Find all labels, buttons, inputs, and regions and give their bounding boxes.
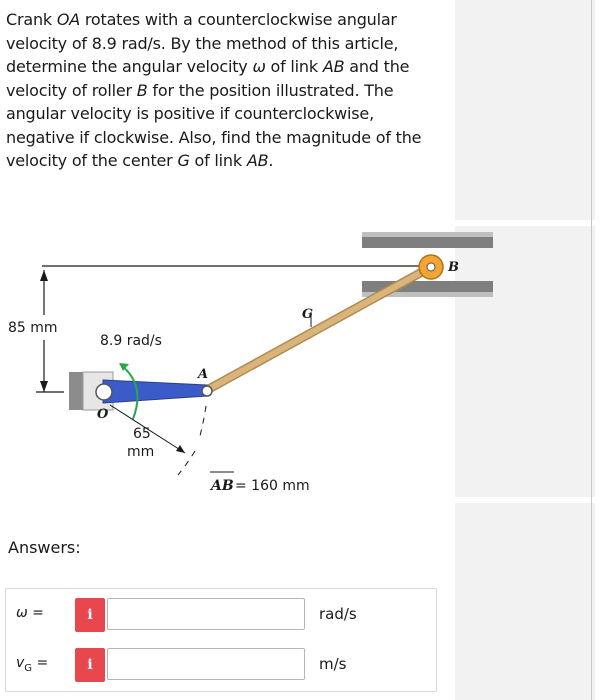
label-b: B [448, 260, 459, 275]
mechanism-figure [0, 215, 520, 505]
problem-symbol: ω [252, 57, 266, 76]
info-icon: i [87, 607, 93, 623]
height-dim-label: 85 mm [8, 320, 58, 336]
ab-length-label [209, 472, 310, 494]
problem-statement [6, 8, 446, 173]
answer-row-omega [6, 595, 436, 635]
answer-symbol: ω = [16, 605, 44, 621]
unit-label: m/s [319, 655, 347, 673]
ab-value: = 160 mm [235, 478, 310, 494]
ab-symbol: AB [211, 478, 234, 494]
pivot-o [96, 384, 112, 400]
answer-symbol: $v_G$ = [16, 655, 49, 674]
vg-input[interactable] [107, 648, 305, 680]
problem-symbol: B [136, 80, 148, 100]
crank-speed-label: 8.9 rad/s [100, 333, 162, 349]
link-ab-fill [207, 267, 431, 390]
answer-row-vg [6, 645, 436, 685]
problem-text: . [268, 151, 274, 170]
omega-input[interactable] [107, 598, 305, 630]
info-button[interactable] [75, 598, 105, 632]
unit-label: rad/s [319, 605, 357, 623]
problem-symbol: AB [322, 57, 345, 76]
pin-a [202, 386, 212, 396]
crank-length-dimension [110, 405, 206, 475]
answer-panel [5, 588, 437, 692]
problem-text: of link [265, 57, 323, 76]
problem-text: for the position illustrated. The angular velocity is positive if counterclockwise, negative if clockwise. Also, find the magnitude of the velocity of the center [6, 80, 422, 170]
scroll-edge [591, 0, 592, 700]
problem-symbol: G [177, 151, 190, 170]
label-a: A [198, 367, 209, 382]
scroll-edge-margin [595, 0, 600, 700]
crank-length-value: 65 [133, 426, 151, 442]
problem-text: rotates with a counterclockwise angular velocity of 8.9 rad/s. By the method of this article, determine the angular velocity [6, 10, 399, 76]
answers-heading: Answers: [8, 538, 81, 557]
problem-text: Crank [6, 10, 57, 29]
info-icon: i [87, 657, 93, 673]
roller-b-pin [427, 263, 435, 271]
problem-text: of link [189, 151, 247, 170]
problem-symbol: AB [246, 151, 269, 170]
info-button[interactable] [75, 648, 105, 682]
crank-length-unit: mm [127, 444, 155, 460]
problem-symbol: OA [56, 10, 80, 29]
crank-oa [103, 380, 207, 403]
label-o: O [97, 407, 109, 422]
label-g: G [302, 307, 314, 322]
problem-text: and the velocity of roller [6, 57, 410, 100]
